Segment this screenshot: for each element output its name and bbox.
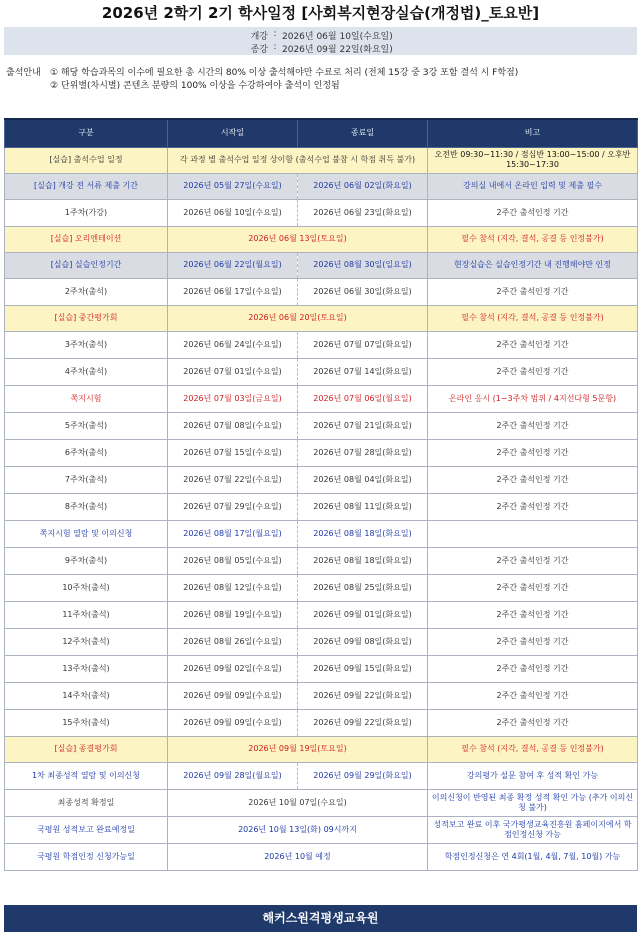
table-row bbox=[5, 385, 638, 412]
row-remarks: 이의신청이 반영된 최종 확정 성적 확인 가능 (추가 이의신청 불가) bbox=[428, 789, 638, 816]
open-date-row bbox=[240, 29, 393, 42]
schedule-table bbox=[4, 118, 638, 871]
row-start-date: 2026년 08월 05일(수요일) bbox=[168, 547, 298, 574]
row-end-date: 2026년 06월 23일(화요일) bbox=[298, 199, 428, 226]
table-header-row bbox=[5, 119, 638, 147]
row-start-date: 2026년 08월 26일(수요일) bbox=[168, 628, 298, 655]
row-remarks: 강의실 내에서 온라인 입력 및 제출 필수 bbox=[428, 173, 638, 199]
table-row bbox=[5, 331, 638, 358]
row-date-range: 2026년 06월 13일(토요일) bbox=[168, 226, 428, 252]
row-end-date: 2026년 07월 07일(화요일) bbox=[298, 331, 428, 358]
row-category: 1주차(가강) bbox=[5, 199, 168, 226]
row-remarks: 2주간 출석인정 기간 bbox=[428, 601, 638, 628]
row-end-date: 2026년 09월 22일(화요일) bbox=[298, 682, 428, 709]
row-remarks: 2주간 출석인정 기간 bbox=[428, 655, 638, 682]
table-row bbox=[5, 173, 638, 199]
row-start-date: 2026년 08월 19일(수요일) bbox=[168, 601, 298, 628]
row-category: 2주차(출석) bbox=[5, 278, 168, 305]
row-category: 14주차(출석) bbox=[5, 682, 168, 709]
row-start-date: 2026년 07월 15일(수요일) bbox=[168, 439, 298, 466]
row-remarks: 필수 참석 (지각, 결석, 공결 등 인정불가) bbox=[428, 305, 638, 331]
row-end-date: 2026년 08월 11일(화요일) bbox=[298, 493, 428, 520]
header-start-date: 시작일 bbox=[168, 119, 298, 147]
row-remarks: 2주간 출석인정 기간 bbox=[428, 412, 638, 439]
row-remarks: 2주간 출석인정 기간 bbox=[428, 682, 638, 709]
row-category: [실습] 실습인정기간 bbox=[5, 252, 168, 278]
table-row bbox=[5, 736, 638, 762]
row-category: [실습] 출석수업 일정 bbox=[5, 147, 168, 173]
page-title: 2026년 2학기 2기 학사일정 [사회복지현장실습(개정법)_토요반] bbox=[101, 4, 540, 22]
row-remarks: 2주간 출석인정 기간 bbox=[428, 278, 638, 305]
header-category: 구분 bbox=[5, 119, 168, 147]
table-row bbox=[5, 305, 638, 331]
row-remarks: 현장실습은 실습인정기간 내 진행해야만 인정 bbox=[428, 252, 638, 278]
row-category: 10주차(출석) bbox=[5, 574, 168, 601]
row-start-date: 2026년 08월 17일(월요일) bbox=[168, 520, 298, 547]
row-category: 12주차(출석) bbox=[5, 628, 168, 655]
row-category: 11주차(출석) bbox=[5, 601, 168, 628]
row-category: 4주차(출석) bbox=[5, 358, 168, 385]
row-category: 국평원 성적보고 완료예정일 bbox=[5, 816, 168, 843]
notice-item-2: ② 단위별(차시별) 콘텐츠 분량의 100% 이상을 수강하여야 출석이 인정됨 bbox=[50, 81, 340, 91]
row-date-range: 2026년 10월 예정 bbox=[168, 843, 428, 870]
row-start-date: 2026년 07월 29일(수요일) bbox=[168, 493, 298, 520]
table-row bbox=[5, 601, 638, 628]
row-remarks: 필수 참석 (지각, 결석, 공결 등 인정불가) bbox=[428, 226, 638, 252]
row-category: 최종성적 확정일 bbox=[5, 789, 168, 816]
table-row bbox=[5, 843, 638, 870]
row-date-range: 각 과정 별 출석수업 일정 상이함 (출석수업 불참 시 학점 취득 불가) bbox=[168, 147, 428, 173]
row-end-date: 2026년 08월 18일(화요일) bbox=[298, 520, 428, 547]
row-start-date: 2026년 07월 03일(금요일) bbox=[168, 385, 298, 412]
schedule-body bbox=[5, 147, 638, 870]
row-start-date: 2026년 05월 27일(수요일) bbox=[168, 173, 298, 199]
row-remarks: 2주간 출석인정 기간 bbox=[428, 628, 638, 655]
row-category: 8주차(출석) bbox=[5, 493, 168, 520]
row-category: 6주차(출석) bbox=[5, 439, 168, 466]
table-row bbox=[5, 226, 638, 252]
row-category: 국평원 학점인정 신청가능일 bbox=[5, 843, 168, 870]
row-category: 13주차(출석) bbox=[5, 655, 168, 682]
table-row bbox=[5, 520, 638, 547]
table-row bbox=[5, 789, 638, 816]
row-start-date: 2026년 06월 17일(수요일) bbox=[168, 278, 298, 305]
row-category: 쪽지시험 bbox=[5, 385, 168, 412]
row-end-date: 2026년 08월 30일(일요일) bbox=[298, 252, 428, 278]
table-row bbox=[5, 358, 638, 385]
row-category: 9주차(출석) bbox=[5, 547, 168, 574]
row-remarks: 오전반 09:30~11:30 / 점심반 13:00~15:00 / 오후반 15:30~17:30 bbox=[428, 147, 638, 173]
separator: : bbox=[273, 42, 277, 52]
table-row bbox=[5, 816, 638, 843]
header-remarks: 비고 bbox=[428, 119, 638, 147]
row-category: 7주차(출석) bbox=[5, 466, 168, 493]
table-row bbox=[5, 412, 638, 439]
table-row bbox=[5, 762, 638, 789]
table-row bbox=[5, 655, 638, 682]
row-category: 쪽지시험 열람 및 이의신청 bbox=[5, 520, 168, 547]
table-row bbox=[5, 466, 638, 493]
row-start-date: 2026년 09월 09일(수요일) bbox=[168, 709, 298, 736]
row-start-date: 2026년 07월 08일(수요일) bbox=[168, 412, 298, 439]
row-end-date: 2026년 09월 01일(화요일) bbox=[298, 601, 428, 628]
open-label: 개강 bbox=[250, 32, 268, 42]
table-row bbox=[5, 682, 638, 709]
table-row bbox=[5, 278, 638, 305]
close-label: 종강 bbox=[250, 45, 268, 55]
row-end-date: 2026년 06월 30일(화요일) bbox=[298, 278, 428, 305]
row-start-date: 2026년 06월 10일(수요일) bbox=[168, 199, 298, 226]
row-date-range: 2026년 09월 19일(토요일) bbox=[168, 736, 428, 762]
table-row bbox=[5, 493, 638, 520]
row-category: [실습] 중간평가회 bbox=[5, 305, 168, 331]
row-category: [실습] 종결평가회 bbox=[5, 736, 168, 762]
row-start-date: 2026년 06월 24일(수요일) bbox=[168, 331, 298, 358]
row-remarks: 온라인 응시 (1~3주차 범위 / 4지선다형 5문항) bbox=[428, 385, 638, 412]
table-row bbox=[5, 547, 638, 574]
footer-institution: 해커스원격평생교육원 bbox=[4, 905, 637, 932]
row-category: 15주차(출석) bbox=[5, 709, 168, 736]
row-remarks: 2주간 출석인정 기간 bbox=[428, 199, 638, 226]
row-remarks: 2주간 출석인정 기간 bbox=[428, 439, 638, 466]
row-end-date: 2026년 09월 08일(화요일) bbox=[298, 628, 428, 655]
row-date-range: 2026년 06월 20일(토요일) bbox=[168, 305, 428, 331]
row-start-date: 2026년 09월 02일(수요일) bbox=[168, 655, 298, 682]
table-row bbox=[5, 628, 638, 655]
separator: : bbox=[273, 29, 277, 39]
row-category: 1차 최종성적 열람 및 이의신청 bbox=[5, 762, 168, 789]
row-end-date: 2026년 08월 25일(화요일) bbox=[298, 574, 428, 601]
row-remarks: 2주간 출석인정 기간 bbox=[428, 331, 638, 358]
row-start-date: 2026년 06월 22일(월요일) bbox=[168, 252, 298, 278]
row-end-date: 2026년 09월 15일(화요일) bbox=[298, 655, 428, 682]
close-date-row bbox=[240, 42, 393, 55]
notice-label: 출석안내 bbox=[6, 68, 41, 78]
row-end-date: 2026년 09월 22일(화요일) bbox=[298, 709, 428, 736]
notice-item-1: ① 해당 학습과목의 이수에 필요한 총 시간의 80% 이상 출석해야만 수료로 처리 (전체 15강 중 3강 포함 결석 시 F학점) bbox=[50, 68, 519, 78]
row-remarks: 2주간 출석인정 기간 bbox=[428, 358, 638, 385]
row-category: [실습] 오리엔테이션 bbox=[5, 226, 168, 252]
row-start-date: 2026년 09월 09일(수요일) bbox=[168, 682, 298, 709]
row-remarks: 2주간 출석인정 기간 bbox=[428, 574, 638, 601]
row-remarks: 학점인정신청은 연 4회(1월, 4월, 7월, 10월) 가능 bbox=[428, 843, 638, 870]
row-start-date: 2026년 07월 22일(수요일) bbox=[168, 466, 298, 493]
row-start-date: 2026년 07월 01일(수요일) bbox=[168, 358, 298, 385]
row-date-range: 2026년 10월 13일(화) 09시까지 bbox=[168, 816, 428, 843]
row-remarks: 2주간 출석인정 기간 bbox=[428, 493, 638, 520]
table-row bbox=[5, 574, 638, 601]
row-end-date: 2026년 08월 04일(화요일) bbox=[298, 466, 428, 493]
header-end-date: 종료일 bbox=[298, 119, 428, 147]
row-start-date: 2026년 08월 12일(수요일) bbox=[168, 574, 298, 601]
table-row bbox=[5, 709, 638, 736]
row-remarks: 성적보고 완료 이후 국가평생교육진흥원 홈페이지에서 학점인정신청 가능 bbox=[428, 816, 638, 843]
row-end-date: 2026년 07월 14일(화요일) bbox=[298, 358, 428, 385]
row-end-date: 2026년 08월 18일(화요일) bbox=[298, 547, 428, 574]
row-category: 5주차(출석) bbox=[5, 412, 168, 439]
row-end-date: 2026년 06월 02일(화요일) bbox=[298, 173, 428, 199]
row-remarks: 2주간 출석인정 기간 bbox=[428, 547, 638, 574]
table-row bbox=[5, 199, 638, 226]
row-remarks: 2주간 출석인정 기간 bbox=[428, 709, 638, 736]
course-period-bar bbox=[4, 27, 637, 55]
row-remarks bbox=[428, 520, 638, 547]
row-end-date: 2026년 07월 21일(화요일) bbox=[298, 412, 428, 439]
row-end-date: 2026년 07월 06일(월요일) bbox=[298, 385, 428, 412]
table-row bbox=[5, 252, 638, 278]
row-end-date: 2026년 07월 28일(화요일) bbox=[298, 439, 428, 466]
row-end-date: 2026년 09월 29일(화요일) bbox=[298, 762, 428, 789]
row-remarks: 강의평가 설문 참여 후 성적 확인 가능 bbox=[428, 762, 638, 789]
row-remarks: 2주간 출석인정 기간 bbox=[428, 466, 638, 493]
row-remarks: 필수 참석 (지각, 결석, 공결 등 인정불가) bbox=[428, 736, 638, 762]
row-start-date: 2026년 09월 28일(월요일) bbox=[168, 762, 298, 789]
table-row bbox=[5, 147, 638, 173]
table-row bbox=[5, 439, 638, 466]
row-date-range: 2026년 10월 07일(수요일) bbox=[168, 789, 428, 816]
close-date: 2026년 09월 22일(화요일) bbox=[282, 45, 393, 55]
row-category: 3주차(출석) bbox=[5, 331, 168, 358]
row-category: [실습] 개강 전 서류 제출 기간 bbox=[5, 173, 168, 199]
open-date: 2026년 06월 10일(수요일) bbox=[282, 32, 393, 42]
